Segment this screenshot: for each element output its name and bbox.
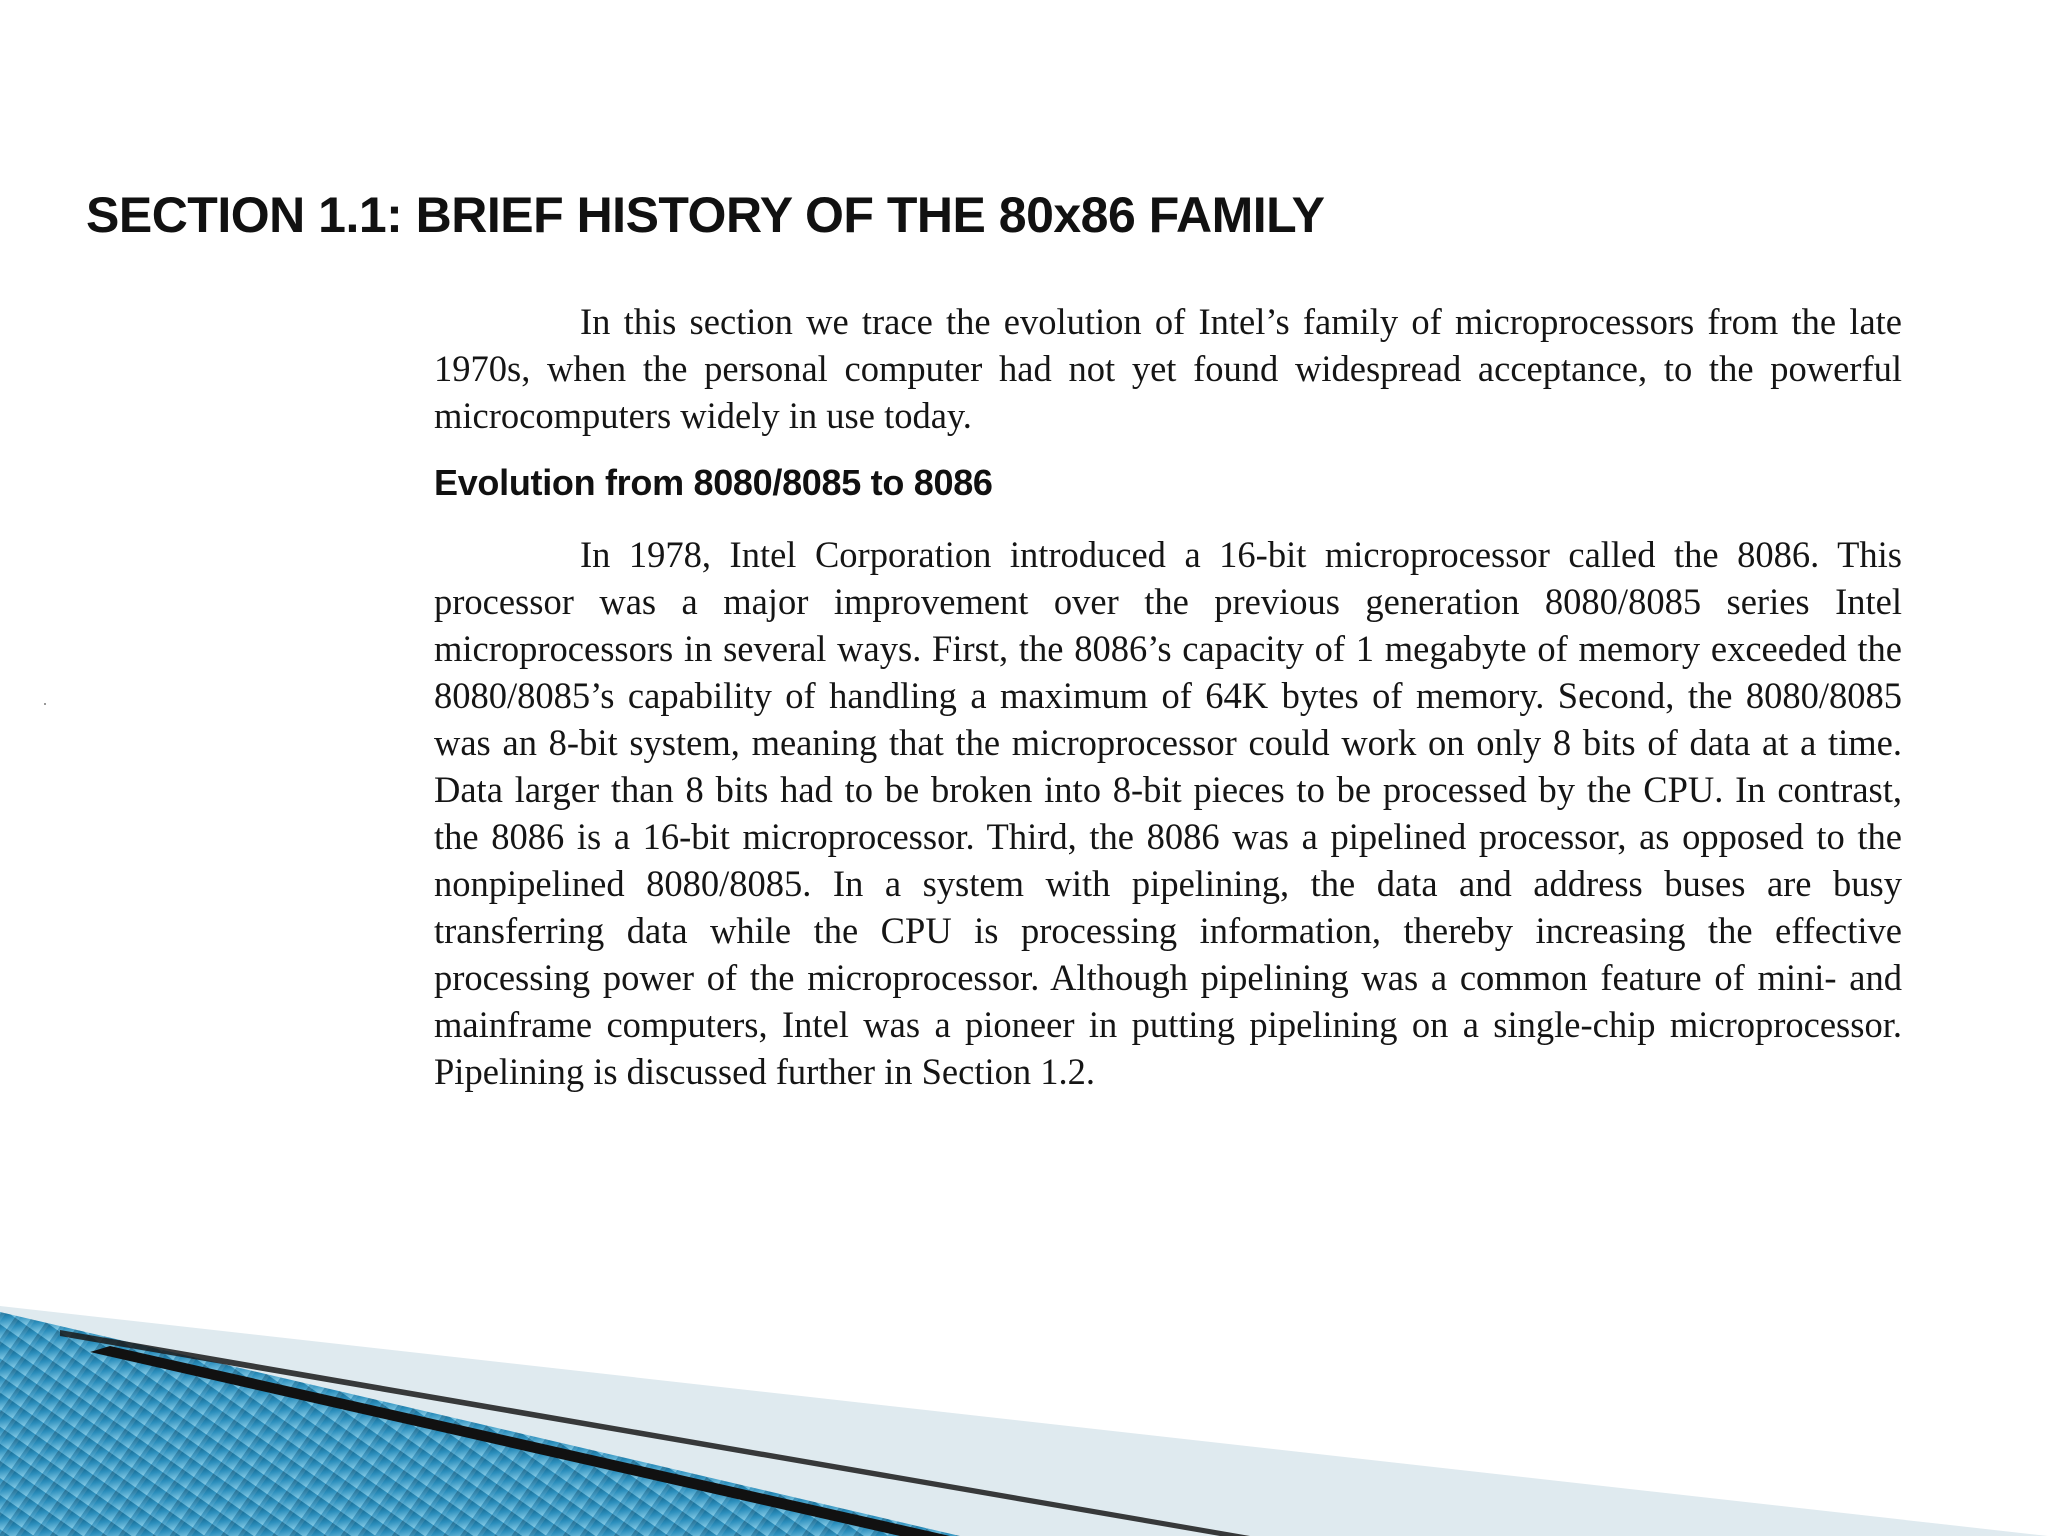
scan-speck [44, 703, 46, 705]
section-title: SECTION 1.1: BRIEF HISTORY OF THE 80x86 FAMILY [86, 187, 1325, 243]
slide-body [434, 298, 1902, 1095]
intro-paragraph: In this section we trace the evolution of Intel’s family of microprocessors from the late 1970s, when the personal computer had not yet found widespread acceptance, to the powerful microcomputers widely in use today. [434, 301, 1902, 436]
body-paragraph: In 1978, Intel Corporation introduced a 16-bit microprocessor called the 8086. This processor was a major improvement over the previous generation 8080/8085 series Intel microprocessors in several ways. First, the 8086’s capacity of 1 megabyte of memory exceeded the 8080/8085’s capability of handling a maximum of 64K bytes of memory. Second, the 8080/8085 was an 8-bit system, meaning that the microprocessor could work on only 8 bits of data at a time. Data larger than 8 bits had to be broken into 8-bit pieces to be processed by the CPU. In contrast, the 8086 is a 16-bit microprocessor. Third, the 8086 was a pipelined processor, as opposed to the nonpipelined 8080/8085. In a system with pipelining, the data and address buses are busy transferring data while the CPU is processing information, thereby increasing the effective processing power of the microprocessor. Although pipelining was a common feature of mini- and mainframe computers, Intel was a pioneer in putting pipelining on a single-chip microprocessor. Pipelining is discussed further in Section 1.2. [434, 534, 1902, 1092]
subsection-title: Evolution from 8080/8085 to 8086 [434, 462, 993, 503]
slide-theme-decoration [0, 1290, 2048, 1536]
